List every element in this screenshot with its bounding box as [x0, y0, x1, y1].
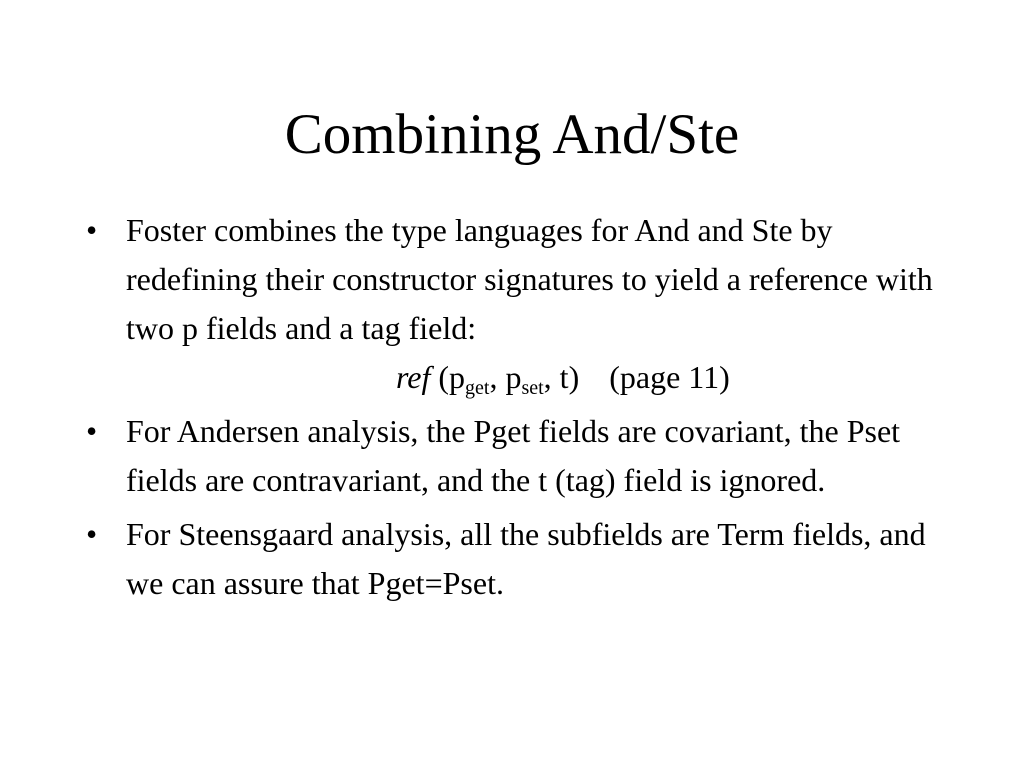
formula-mid: , p: [489, 359, 522, 395]
bullet-icon: •: [86, 516, 98, 552]
formula-sub-get: get: [465, 377, 490, 399]
bullet-icon: •: [86, 413, 98, 449]
formula-keyword: ref: [396, 359, 431, 395]
formula-sub-set: set: [521, 377, 544, 399]
page-reference: (page 11): [609, 359, 730, 395]
slide-title: Combining And/Ste: [284, 103, 740, 166]
formula-close: , t): [543, 359, 580, 395]
bullet-item-foster: [82, 206, 952, 402]
formula-open: (p: [438, 359, 466, 395]
ref-formula: [126, 353, 952, 402]
bullet-text: For Steensgaard analysis, all the subfields are Term fields, and we can assure that Pget=Pset.: [126, 516, 926, 601]
bullet-text: For Andersen analysis, the Pget fields are covariant, the Pset fields are contravariant, and the t (tag) field is ignored.: [126, 413, 901, 498]
bullet-item-andersen: [82, 407, 952, 505]
bullet-text: Foster combines the type languages for And and Ste by redefining their constructor signatures to yield a reference with two p fields and a tag field:: [126, 212, 933, 346]
bullet-icon: •: [86, 212, 98, 248]
bullet-item-steensgaard: [82, 510, 952, 608]
bullet-list: [82, 206, 952, 613]
